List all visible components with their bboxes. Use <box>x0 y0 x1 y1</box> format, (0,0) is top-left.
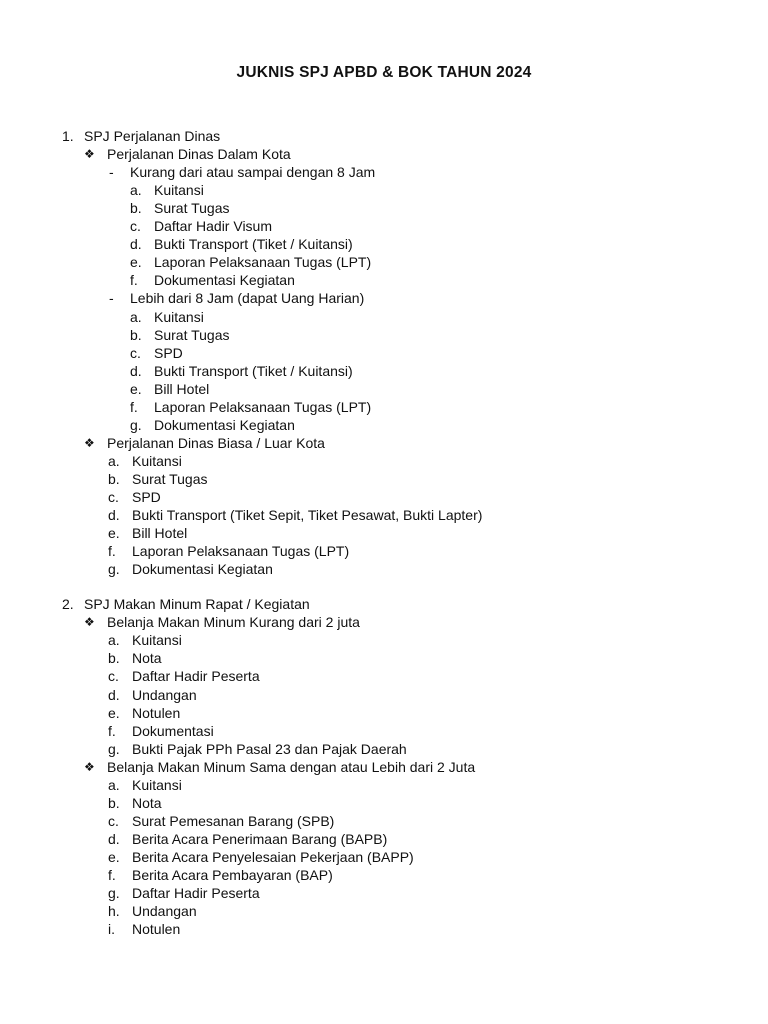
diamond-bullet-icon: ❖ <box>84 615 95 630</box>
diamond-bullet-icon: ❖ <box>84 147 95 162</box>
list-item-letter: d. <box>130 236 142 253</box>
list-item: Daftar Hadir Peserta <box>132 668 260 685</box>
list-item-letter: e. <box>130 254 142 271</box>
list-item-letter: a. <box>108 632 120 649</box>
group-heading: Belanja Makan Minum Sama dengan atau Lebih dari 2 Juta <box>107 758 476 775</box>
list-item: Dokumentasi Kegiatan <box>132 561 273 578</box>
group-heading: Belanja Makan Minum Kurang dari 2 juta <box>107 614 360 631</box>
list-item: Bill Hotel <box>154 380 210 397</box>
list-item-letter: b. <box>108 650 120 667</box>
list-item-letter: b. <box>108 794 120 811</box>
page-title: JUKNIS SPJ APBD & BOK TAHUN 2024 <box>236 64 532 81</box>
list-item: Surat Tugas <box>154 326 230 343</box>
list-item: Kuitansi <box>154 308 204 325</box>
list-item-letter: a. <box>130 182 142 199</box>
list-item: Berita Acara Penerimaan Barang (BAPB) <box>132 830 388 847</box>
list-item-letter: c. <box>130 218 141 235</box>
list-item-letter: d. <box>108 830 120 847</box>
list-item-letter: h. <box>108 903 120 920</box>
list-item-letter: b. <box>130 326 142 343</box>
list-item: Notulen <box>132 921 181 938</box>
list-item-letter: f. <box>108 722 116 739</box>
list-item-letter: d. <box>108 686 120 703</box>
list-item: Dokumentasi Kegiatan <box>154 416 295 433</box>
list-item: Undangan <box>132 686 197 703</box>
list-item: Berita Acara Penyelesaian Pekerjaan (BAPP) <box>132 848 414 865</box>
list-item: Surat Pemesanan Barang (SPB) <box>132 812 335 829</box>
list-item-letter: c. <box>108 489 119 505</box>
list-item-letter: a. <box>108 452 120 469</box>
list-item: Laporan Pelaksanaan Tugas (LPT) <box>154 398 372 415</box>
list-item: Daftar Hadir Peserta <box>132 885 260 902</box>
list-item: Kuitansi <box>132 776 182 793</box>
list-item-letter: g. <box>108 740 120 757</box>
section-number: 1. <box>62 128 74 144</box>
list-item-letter: i. <box>108 921 115 938</box>
section-heading: SPJ Perjalanan Dinas <box>84 128 221 144</box>
list-item: Bill Hotel <box>132 525 188 542</box>
list-item-letter: e. <box>108 525 120 542</box>
list-item: Nota <box>132 794 162 811</box>
list-item: Notulen <box>132 704 181 721</box>
subgroup-heading: Kurang dari atau sampai dengan 8 Jam <box>130 164 376 181</box>
list-item-letter: b. <box>130 200 142 217</box>
list-item-letter: e. <box>130 380 142 397</box>
list-item: Bukti Transport (Tiket / Kuitansi) <box>154 362 353 379</box>
list-item: Kuitansi <box>132 632 182 649</box>
list-item: Berita Acara Pembayaran (BAP) <box>132 867 333 883</box>
list-item-letter: c. <box>130 344 141 361</box>
list-item: Nota <box>132 650 162 667</box>
list-item-letter: g. <box>130 416 142 433</box>
list-item: Bukti Transport (Tiket / Kuitansi) <box>154 236 353 253</box>
list-item: Laporan Pelaksanaan Tugas (LPT) <box>154 254 372 271</box>
list-item: Kuitansi <box>132 452 182 469</box>
list-item: Surat Tugas <box>132 470 208 487</box>
list-item: Dokumentasi <box>132 722 214 739</box>
list-item: Surat Tugas <box>154 200 230 217</box>
list-item: Dokumentasi Kegiatan <box>154 272 295 289</box>
diamond-bullet-icon: ❖ <box>84 759 95 774</box>
list-item-letter: f. <box>130 272 138 289</box>
list-item-letter: c. <box>108 812 119 829</box>
list-item-letter: f. <box>108 867 116 883</box>
dash-bullet: - <box>109 164 114 181</box>
list-item-letter: e. <box>108 848 120 865</box>
list-item-letter: a. <box>108 776 120 793</box>
list-item-letter: f. <box>130 398 138 415</box>
list-item: Bukti Transport (Tiket Sepit, Tiket Pesawat, Bukti Lapter) <box>132 507 483 524</box>
list-item-letter: b. <box>108 470 120 487</box>
list-item-letter: g. <box>108 561 120 578</box>
group-heading: Perjalanan Dinas Biasa / Luar Kota <box>107 434 325 451</box>
list-item-letter: c. <box>108 668 119 685</box>
list-item: Undangan <box>132 903 197 920</box>
list-item-letter: d. <box>108 507 120 524</box>
subgroup-heading: Lebih dari 8 Jam (dapat Uang Harian) <box>130 290 365 307</box>
list-item-letter: d. <box>130 362 142 379</box>
section-heading: SPJ Makan Minum Rapat / Kegiatan <box>84 596 310 613</box>
dash-bullet: - <box>109 290 114 307</box>
section-number: 2. <box>62 596 74 613</box>
list-item-letter: e. <box>108 704 120 721</box>
list-item: Laporan Pelaksanaan Tugas (LPT) <box>132 543 350 560</box>
list-item: Kuitansi <box>154 182 204 199</box>
diamond-bullet-icon: ❖ <box>84 435 95 450</box>
list-item-letter: a. <box>130 308 142 325</box>
group-heading: Perjalanan Dinas Dalam Kota <box>107 146 291 163</box>
list-item: Bukti Pajak PPh Pasal 23 dan Pajak Daerah <box>132 740 407 757</box>
list-item: SPD <box>154 344 183 361</box>
list-item: SPD <box>132 489 161 505</box>
list-item-letter: g. <box>108 885 120 902</box>
list-item-letter: f. <box>108 543 116 560</box>
list-item: Daftar Hadir Visum <box>154 218 273 235</box>
